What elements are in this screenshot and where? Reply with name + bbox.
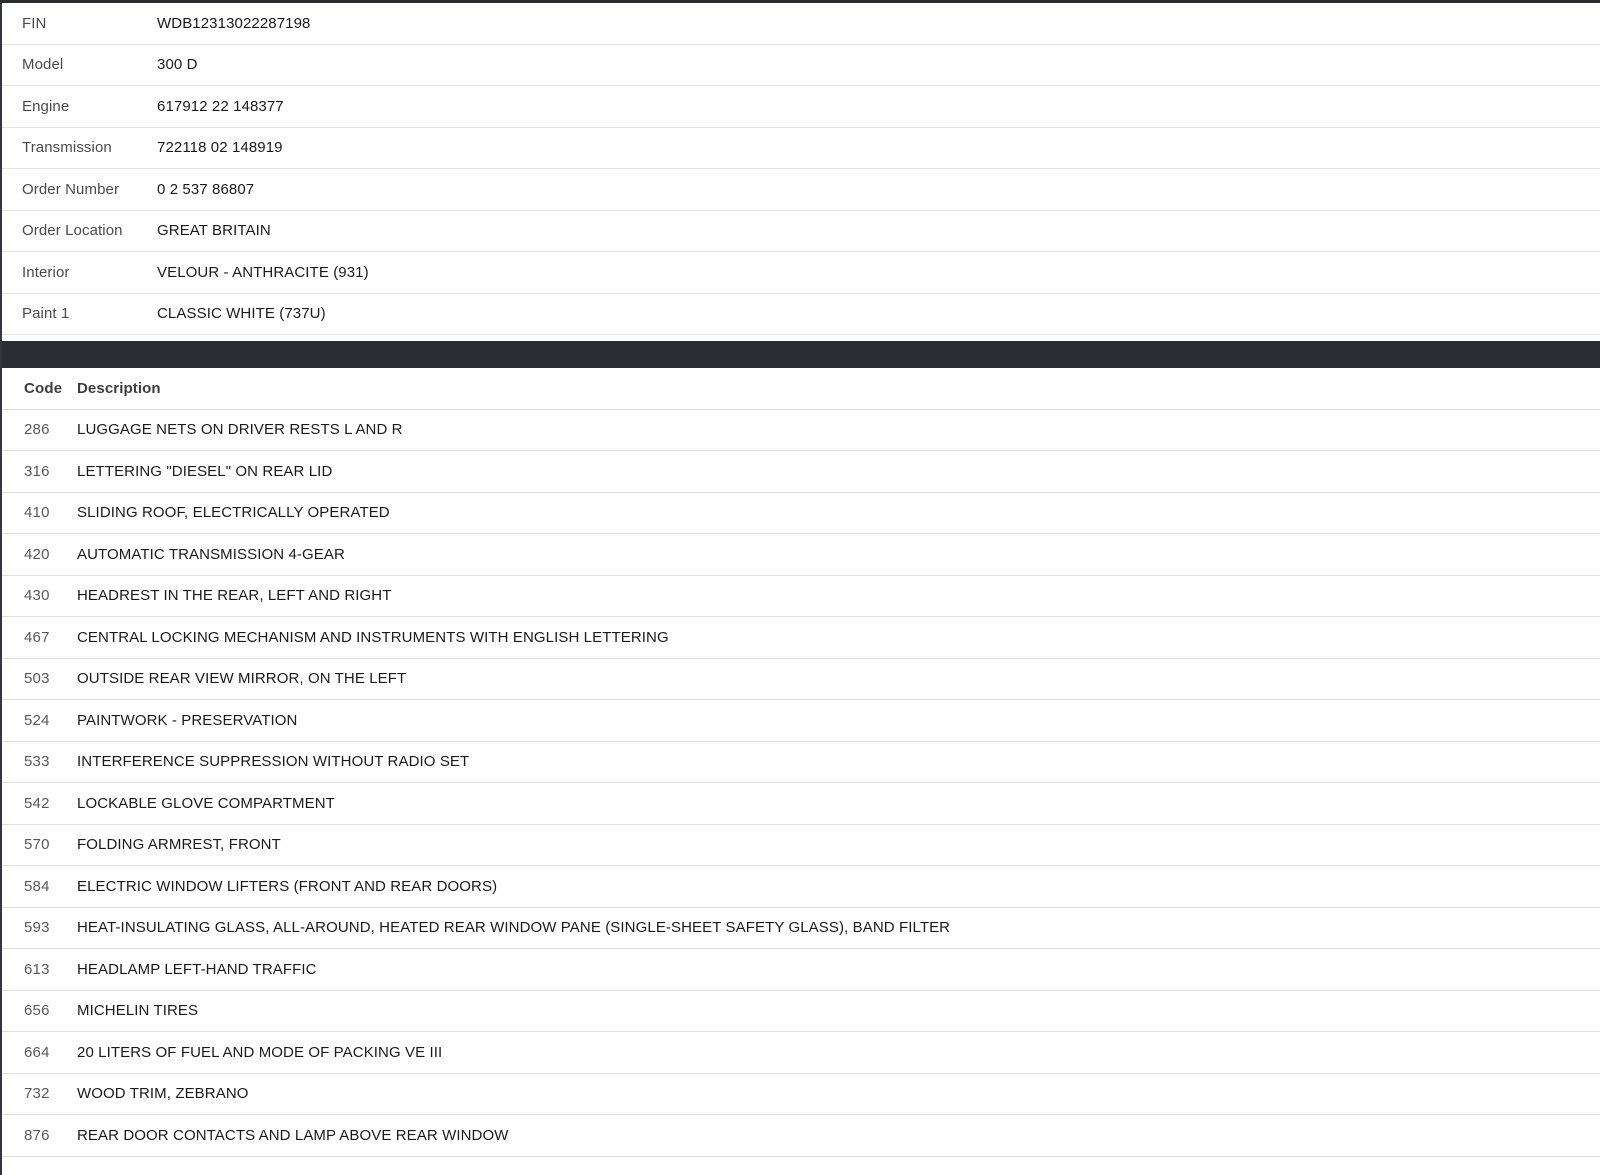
info-label: Order Location [22, 222, 123, 240]
info-value: WDB12313022287198 [157, 14, 311, 32]
equipment-description: OUTSIDE REAR VIEW MIRROR, ON THE LEFT [77, 670, 407, 688]
info-row [2, 128, 1600, 170]
info-value: 0 2 537 86807 [157, 180, 255, 198]
info-row [2, 169, 1600, 211]
info-label: Transmission [22, 139, 112, 157]
info-label: Interior [22, 263, 70, 281]
equipment-description: WOOD TRIM, ZEBRANO [77, 1085, 249, 1103]
equipment-row [2, 783, 1600, 825]
equipment-description: LETTERING "DIESEL" ON REAR LID [77, 462, 333, 480]
equipment-row [2, 659, 1600, 701]
equipment-row [2, 1074, 1600, 1116]
equipment-description: ELECTRIC WINDOW LIFTERS (FRONT AND REAR DOORS) [77, 877, 498, 895]
code-column-header: Code [24, 379, 63, 397]
equipment-row [2, 866, 1600, 908]
info-row [2, 3, 1600, 45]
equipment-row [2, 825, 1600, 867]
equipment-description: SLIDING ROOF, ELECTRICALLY OPERATED [77, 504, 390, 522]
equipment-code: 503 [24, 670, 50, 688]
equipment-codes-table [2, 368, 1600, 1157]
info-label: FIN [22, 14, 47, 32]
equipment-description: 20 LITERS OF FUEL AND MODE OF PACKING VE III [77, 1043, 443, 1061]
info-value: CLASSIC WHITE (737U) [157, 305, 326, 323]
equipment-row [2, 908, 1600, 950]
equipment-table-header-row [2, 368, 1600, 410]
equipment-row [2, 410, 1600, 452]
info-value: GREAT BRITAIN [157, 222, 271, 240]
info-value: 617912 22 148377 [157, 97, 284, 115]
info-label: Model [22, 56, 64, 74]
equipment-row [2, 1032, 1600, 1074]
equipment-code: 664 [24, 1043, 50, 1061]
equipment-description: LUGGAGE NETS ON DRIVER RESTS L AND R [77, 421, 403, 439]
equipment-code: 533 [24, 753, 50, 771]
equipment-code: 420 [24, 545, 50, 563]
info-row [2, 252, 1600, 294]
equipment-code: 430 [24, 587, 50, 605]
info-value: VELOUR - ANTHRACITE (931) [157, 263, 369, 281]
equipment-code: 570 [24, 836, 50, 854]
info-value: 300 D [157, 56, 198, 74]
equipment-description: FOLDING ARMREST, FRONT [77, 836, 281, 854]
equipment-row [2, 1115, 1600, 1157]
equipment-row [2, 700, 1600, 742]
equipment-code: 593 [24, 919, 50, 937]
info-row [2, 45, 1600, 87]
equipment-code: 316 [24, 462, 50, 480]
equipment-description: REAR DOOR CONTACTS AND LAMP ABOVE REAR WINDOW [77, 1126, 509, 1144]
equipment-code: 613 [24, 960, 50, 978]
vehicle-info-table [2, 3, 1600, 335]
section-divider-bar [0, 341, 1600, 368]
info-label: Paint 1 [22, 305, 70, 323]
info-label: Order Number [22, 180, 120, 198]
equipment-row [2, 534, 1600, 576]
equipment-description: HEADLAMP LEFT-HAND TRAFFIC [77, 960, 317, 978]
equipment-description: LOCKABLE GLOVE COMPARTMENT [77, 794, 335, 812]
equipment-code: 410 [24, 504, 50, 522]
info-row [2, 294, 1600, 336]
equipment-description: AUTOMATIC TRANSMISSION 4-GEAR [77, 545, 345, 563]
equipment-row [2, 742, 1600, 784]
equipment-code: 467 [24, 628, 50, 646]
info-value: 722118 02 148919 [157, 139, 283, 157]
equipment-row [2, 451, 1600, 493]
info-row [2, 86, 1600, 128]
equipment-code: 732 [24, 1085, 50, 1103]
equipment-description: HEAT-INSULATING GLASS, ALL-AROUND, HEATED REAR WINDOW PANE (SINGLE-SHEET SAFETY GLASS), BAND FILTER [77, 919, 951, 937]
equipment-code: 584 [24, 877, 50, 895]
equipment-row [2, 617, 1600, 659]
equipment-code: 656 [24, 1002, 50, 1020]
info-label: Engine [22, 97, 70, 115]
equipment-row [2, 991, 1600, 1033]
description-column-header: Description [77, 379, 161, 397]
equipment-row [2, 576, 1600, 618]
info-row [2, 211, 1600, 253]
equipment-code: 876 [24, 1126, 50, 1144]
equipment-rows-container [2, 410, 1600, 1157]
equipment-description: CENTRAL LOCKING MECHANISM AND INSTRUMENTS WITH ENGLISH LETTERING [77, 628, 669, 646]
equipment-description: INTERFERENCE SUPPRESSION WITHOUT RADIO SET [77, 753, 470, 771]
equipment-description: PAINTWORK - PRESERVATION [77, 711, 298, 729]
equipment-row [2, 493, 1600, 535]
equipment-code: 286 [24, 421, 50, 439]
equipment-code: 542 [24, 794, 50, 812]
equipment-row [2, 949, 1600, 991]
equipment-description: HEADREST IN THE REAR, LEFT AND RIGHT [77, 587, 392, 605]
equipment-description: MICHELIN TIRES [77, 1002, 199, 1020]
equipment-code: 524 [24, 711, 50, 729]
